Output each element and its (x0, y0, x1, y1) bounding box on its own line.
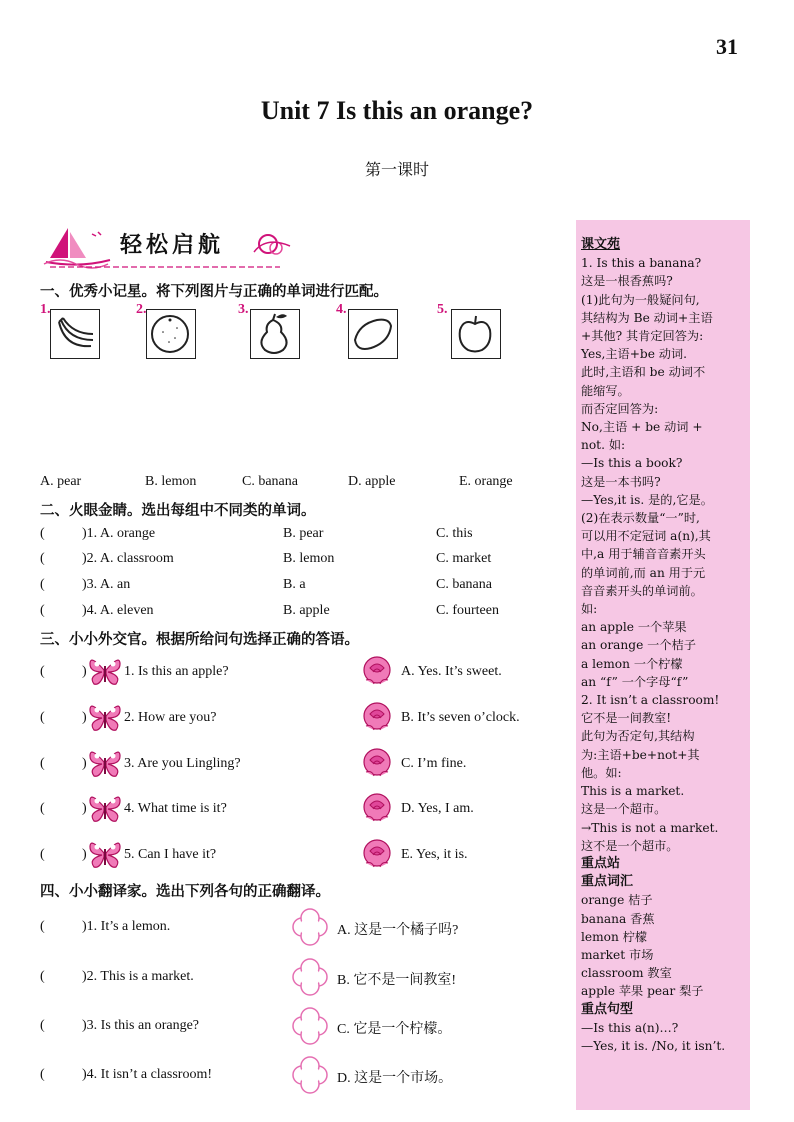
sidebar-subheading: 重点句型 (581, 1001, 634, 1017)
section2-heading: 二、火眼金睛。选出每组中不同类的单词。 (40, 502, 316, 519)
answer-paren-close: ) (82, 847, 87, 862)
option-c: C. market (436, 551, 492, 566)
sentence-text: )4. It isn’t a classroom! (82, 1067, 212, 1082)
answer-text: B. It’s seven o’clock. (401, 710, 520, 725)
rose-icon (360, 791, 396, 827)
word-option: C. banana (242, 474, 298, 489)
option-c: C. banana (436, 577, 492, 592)
note-line: —Is this a book? (581, 456, 683, 471)
flower-icon (290, 957, 330, 997)
note-line: an “f” 一个字母“f” (581, 674, 689, 689)
note-line: 可以用不定冠词 a(n),其 (581, 529, 711, 544)
note-line: 音音素开头的单词前。 (581, 583, 703, 598)
note-line: Yes,主语+be 动词. (581, 347, 688, 362)
answer-text: A. Yes. It’s sweet. (401, 664, 502, 679)
answer-paren-close: ) (82, 710, 87, 725)
section3-heading: 三、小小外交官。根据所给问句选择正确的答语。 (40, 631, 359, 648)
banana-icon (51, 310, 98, 357)
answer-paren-close: ) (82, 664, 87, 679)
note-line: 这是一本书吗? (581, 474, 661, 489)
picture-box (146, 309, 196, 359)
banner-label: 轻松启航 (120, 232, 225, 258)
rose-icon (360, 654, 396, 690)
note-line: 这不是一个超市。 (581, 838, 679, 853)
answer-paren[interactable]: ( (40, 756, 45, 771)
picture-number: 1. (40, 302, 51, 317)
answer-text: E. Yes, it is. (401, 847, 468, 862)
note-line: 此时,主语和 be 动词不 (581, 365, 706, 380)
rose-icon (360, 746, 396, 782)
orange-icon (147, 310, 194, 357)
question-text: 5. Can I have it? (124, 847, 217, 862)
vocab-line: banana 香蕉 (581, 911, 655, 926)
option-b: B. lemon (283, 551, 335, 566)
note-line: —Yes,it is. 是的,它是。 (581, 492, 713, 507)
flower-icon (290, 1055, 330, 1095)
option-b: B. a (283, 577, 306, 592)
answer-paren[interactable]: ( (40, 1067, 45, 1082)
answer-paren[interactable]: ( (40, 801, 45, 816)
note-line: 这是一根香蕉吗? (581, 274, 673, 289)
notes-sidebar (576, 220, 750, 1110)
butterfly-icon (88, 654, 122, 688)
question-text: 4. What time is it? (124, 801, 227, 816)
rose-icon (360, 700, 396, 736)
sentence-text: )2. This is a market. (82, 969, 194, 984)
answer-paren[interactable]: ( (40, 551, 45, 566)
translation-text: C. 它是一个柠檬。 (337, 1022, 452, 1037)
picture-box (348, 309, 398, 359)
translation-text: D. 这是一个市场。 (337, 1071, 453, 1086)
note-line: 中,a 用于辅音音素开头 (581, 547, 706, 562)
note-line: 如: (581, 602, 598, 617)
note-line: No,主语 + be 动词 + (581, 420, 703, 435)
section4-heading: 四、小小翻译家。选出下列各句的正确翻译。 (40, 883, 330, 900)
option-a: )2. A. classroom (82, 551, 174, 566)
note-line: 它不是一间教室! (581, 711, 672, 726)
note-line: an apple 一个苹果 (581, 620, 687, 635)
answer-paren[interactable]: ( (40, 710, 45, 725)
answer-text: C. I’m fine. (401, 756, 467, 771)
note-line: an orange 一个桔子 (581, 638, 696, 653)
sentence-text: )1. It’s a lemon. (82, 919, 171, 934)
note-line: a lemon 一个柠檬 (581, 656, 683, 671)
answer-paren[interactable]: ( (40, 526, 45, 541)
picture-number: 2. (136, 302, 147, 317)
note-line: 这是一个超市。 (581, 802, 667, 817)
answer-paren[interactable]: ( (40, 664, 45, 679)
note-line: 而否定回答为: (581, 401, 659, 416)
answer-paren[interactable]: ( (40, 847, 45, 862)
picture-box (250, 309, 300, 359)
section4-rows (40, 903, 560, 1103)
answer-paren[interactable]: ( (40, 1018, 45, 1033)
translation-text: B. 它不是一间教室! (337, 973, 456, 988)
flower-icon (290, 1006, 330, 1046)
word-option: E. orange (459, 474, 513, 489)
pattern-line: —Is this a(n)…? (581, 1020, 679, 1035)
option-a: )3. A. an (82, 577, 131, 592)
translation-text: A. 这是一个橘子吗? (337, 923, 459, 938)
note-line: not. 如: (581, 438, 626, 453)
section1-heading: 一、优秀小记星。将下列图片与正确的单词进行匹配。 (40, 283, 388, 300)
vocab-line: apple 苹果 pear 梨子 (581, 984, 704, 999)
question-text: 1. Is this an apple? (124, 664, 229, 679)
rose-icon (360, 837, 396, 873)
option-b: B. apple (283, 603, 330, 618)
note-line: +其他? 其肯定回答为: (581, 329, 704, 344)
butterfly-icon (88, 700, 122, 734)
note-line: 2. It isn’t a classroom! (581, 693, 720, 708)
sentence-text: )3. Is this an orange? (82, 1018, 200, 1033)
answer-paren[interactable]: ( (40, 919, 45, 934)
note-line: This is a market. (581, 784, 685, 799)
page-title: Unit 7 Is this an orange? (260, 96, 534, 125)
section3-rows (40, 652, 560, 882)
word-option: B. lemon (145, 474, 197, 489)
answer-text: D. Yes, I am. (401, 801, 474, 816)
lesson-subtitle: 第一课时 (364, 160, 429, 179)
butterfly-icon (88, 791, 122, 825)
word-option: D. apple (348, 474, 396, 489)
note-line: (1)此句为一般疑问句, (581, 292, 700, 307)
note-line: 能缩写。 (581, 383, 630, 398)
note-line: (2)在表示数量“一”时, (581, 511, 700, 526)
word-option: A. pear (40, 474, 82, 489)
option-b: B. pear (283, 526, 324, 541)
picture-number: 5. (437, 302, 448, 317)
answer-paren-close: ) (82, 756, 87, 771)
picture-box (451, 309, 501, 359)
sidebar-heading: 课文苑 (581, 237, 621, 252)
option-a: )1. A. orange (82, 526, 156, 541)
vocab-line: lemon 柠檬 (581, 929, 648, 944)
note-line: 为:主语+be+not+其 (581, 747, 700, 762)
answer-paren[interactable]: ( (40, 969, 45, 984)
answer-paren-close: ) (82, 801, 87, 816)
lemon-icon (349, 310, 396, 357)
note-line: 1. Is this a banana? (581, 256, 702, 271)
option-c: C. fourteen (436, 603, 499, 618)
note-line: →This is not a market. (581, 820, 719, 835)
apple-icon (452, 310, 499, 357)
note-line: 他。如: (581, 765, 622, 780)
option-a: )4. A. eleven (82, 603, 154, 618)
page-number: 31 (716, 34, 738, 59)
picture-number: 4. (336, 302, 347, 317)
note-line: 的单词前,而 an 用于元 (581, 565, 706, 580)
note-line: 此句为否定句,其结构 (581, 729, 695, 744)
option-c: C. this (436, 526, 473, 541)
sidebar-heading: 重点站 (581, 855, 621, 871)
picture-number: 3. (238, 302, 249, 317)
sidebar-subheading: 重点词汇 (581, 874, 634, 890)
vocab-line: market 市场 (581, 947, 654, 962)
question-text: 3. Are you Lingling? (124, 756, 241, 771)
butterfly-icon (88, 837, 122, 871)
question-text: 2. How are you? (124, 710, 217, 725)
flower-icon (290, 907, 330, 947)
section-banner (40, 222, 300, 270)
vocab-line: orange 桔子 (581, 893, 653, 908)
vocab-line: classroom 教室 (581, 966, 672, 981)
answer-paren[interactable]: ( (40, 603, 45, 618)
butterfly-icon (88, 746, 122, 780)
answer-paren[interactable]: ( (40, 577, 45, 592)
pear-icon (251, 310, 298, 357)
pattern-line: —Yes, it is. /No, it isn’t. (581, 1038, 726, 1053)
note-line: 其结构为 Be 动词+主语 (581, 310, 713, 325)
picture-box (50, 309, 100, 359)
